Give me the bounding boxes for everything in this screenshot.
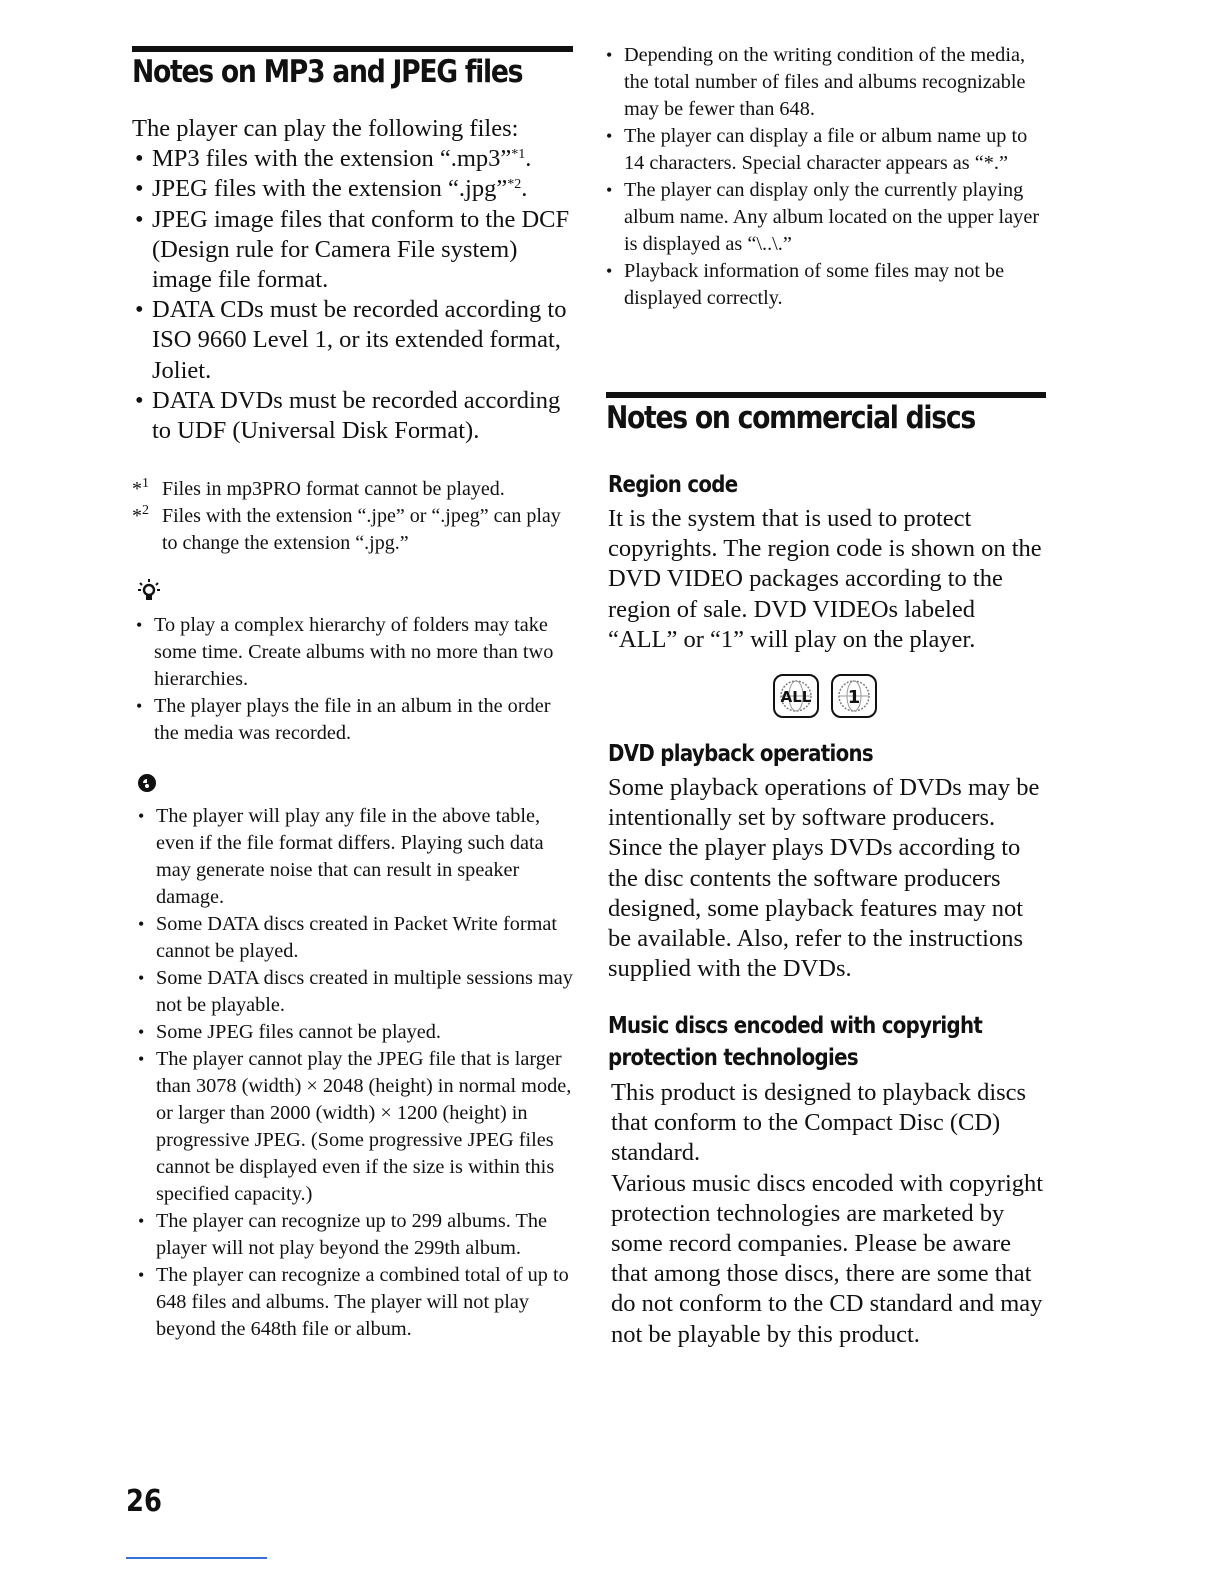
hints-list [134,612,580,747]
supported-files-list [132,144,580,446]
list-item: • The player can display only the currently playing album name. Any album located on the upper layer is displayed as “\..\.” [604,177,1051,258]
cautions-list [136,803,580,1343]
dvd-playback-heading: DVD playback operations [608,741,874,767]
section-title-commercial-discs: Notes on commercial discs [606,400,975,436]
page-number: 26 [126,1484,162,1519]
list-item: • JPEG image files that conform to the DCF (Design rule for Camera File system) image file format. [132,205,580,296]
section-rule-left [132,46,573,52]
caution-icon [135,771,159,795]
list-item: • The player can recognize up to 299 albums. The player will not play beyond the 299th album. [136,1208,580,1262]
lightbulb-icon [136,578,162,604]
section-rule-right [606,392,1046,398]
region-code-body: It is the system that is used to protect copyrights. The region code is shown on the DVD VIDEO packages according to the region of sale. DVD VIDEOs labeled “ALL” or “1” will play on the player. [608,505,1042,653]
list-item: • The player plays the file in an album in the order the media was recorded. [134,693,580,747]
supported-files-block [132,114,580,446]
music-discs-heading-line1: Music discs encoded with copyright [608,1013,983,1039]
footnote: *$^1$ Files in mp3PRO format cannot be played. [132,476,505,500]
list-item: • DATA CDs must be recorded according to ISO 9660 Level 1, or its extended format, Joliet. [132,295,580,386]
list-item: • Some DATA discs created in Packet Write format cannot be played. [136,911,580,965]
region-all-icon [772,673,820,719]
list-item: • Some DATA discs created in multiple sessions may not be playable. [136,965,580,1019]
list-item: • The player can display a file or album name up to 14 characters. Special character appears as “*.” [604,123,1051,177]
list-item: • DATA DVDs must be recorded according to UDF (Universal Disk Format). [132,386,580,446]
continued-notes-list [604,42,1051,312]
section-title-mp3-jpeg: Notes on MP3 and JPEG files [132,54,523,90]
region-1-icon [830,673,878,719]
footnote: *$^2$ Files with the extension “.jpe” or “.jpeg” can play to change the extension “.jpg.” [132,503,561,554]
footer-line [126,1557,267,1559]
region-code-heading: Region code [608,472,738,498]
dvd-playback-body: Some playback operations of DVDs may be intentionally set by software producers. Since the player plays DVDs according to the disc contents the software producers designed, some playback features may not be available. Also, refer to the instructions supplied with the DVDs. [608,774,1040,983]
list-item: • The player can recognize a combined total of up to 648 files and albums. The player will not play beyond the 648th file or album. [136,1262,580,1343]
music-discs-heading-line2: protection technologies [608,1045,858,1071]
list-item: • Some JPEG files cannot be played. [136,1019,580,1046]
list-item: • To play a complex hierarchy of folders may take some time. Create albums with no more than two hierarchies. [134,612,580,693]
region-1-label: 1 [847,687,861,708]
footnotes [132,476,580,557]
list-item: • JPEG files with the extension “.jpg”$^{*2}$. [132,174,580,204]
region-all-label: ALL [780,688,812,706]
intro-text: The player can play the following files: [132,115,519,142]
music-discs-paragraph: This product is designed to playback discs that conform to the Compact Disc (CD) standard. [611,1079,1027,1167]
music-discs-body [611,1078,1049,1350]
list-item: • The player will play any file in the above table, even if the file format differs. Playing such data may generate noise that can result in speaker damage. [136,803,580,911]
list-item: • Depending on the writing condition of the media, the total number of files and albums recognizable may be fewer than 648. [604,42,1051,123]
list-item: • Playback information of some files may not be displayed correctly. [604,258,1051,312]
list-item: • MP3 files with the extension “.mp3”$^{*1}$. [132,144,580,174]
music-discs-paragraph: Various music discs encoded with copyright protection technologies are marketed by some record companies. Please be aware that among those discs, there are some that do not conform to the CD standard and may not be playable by this product. [611,1169,1044,1348]
list-item: • The player cannot play the JPEG file that is larger than 3078 (width) × 2048 (height) in normal mode, or larger than 2000 (width) × 1200 (height) in progressive JPEG. (Some progressive JPEG files cannot be displayed even if the size is within this specified capacity.) [136,1046,580,1208]
